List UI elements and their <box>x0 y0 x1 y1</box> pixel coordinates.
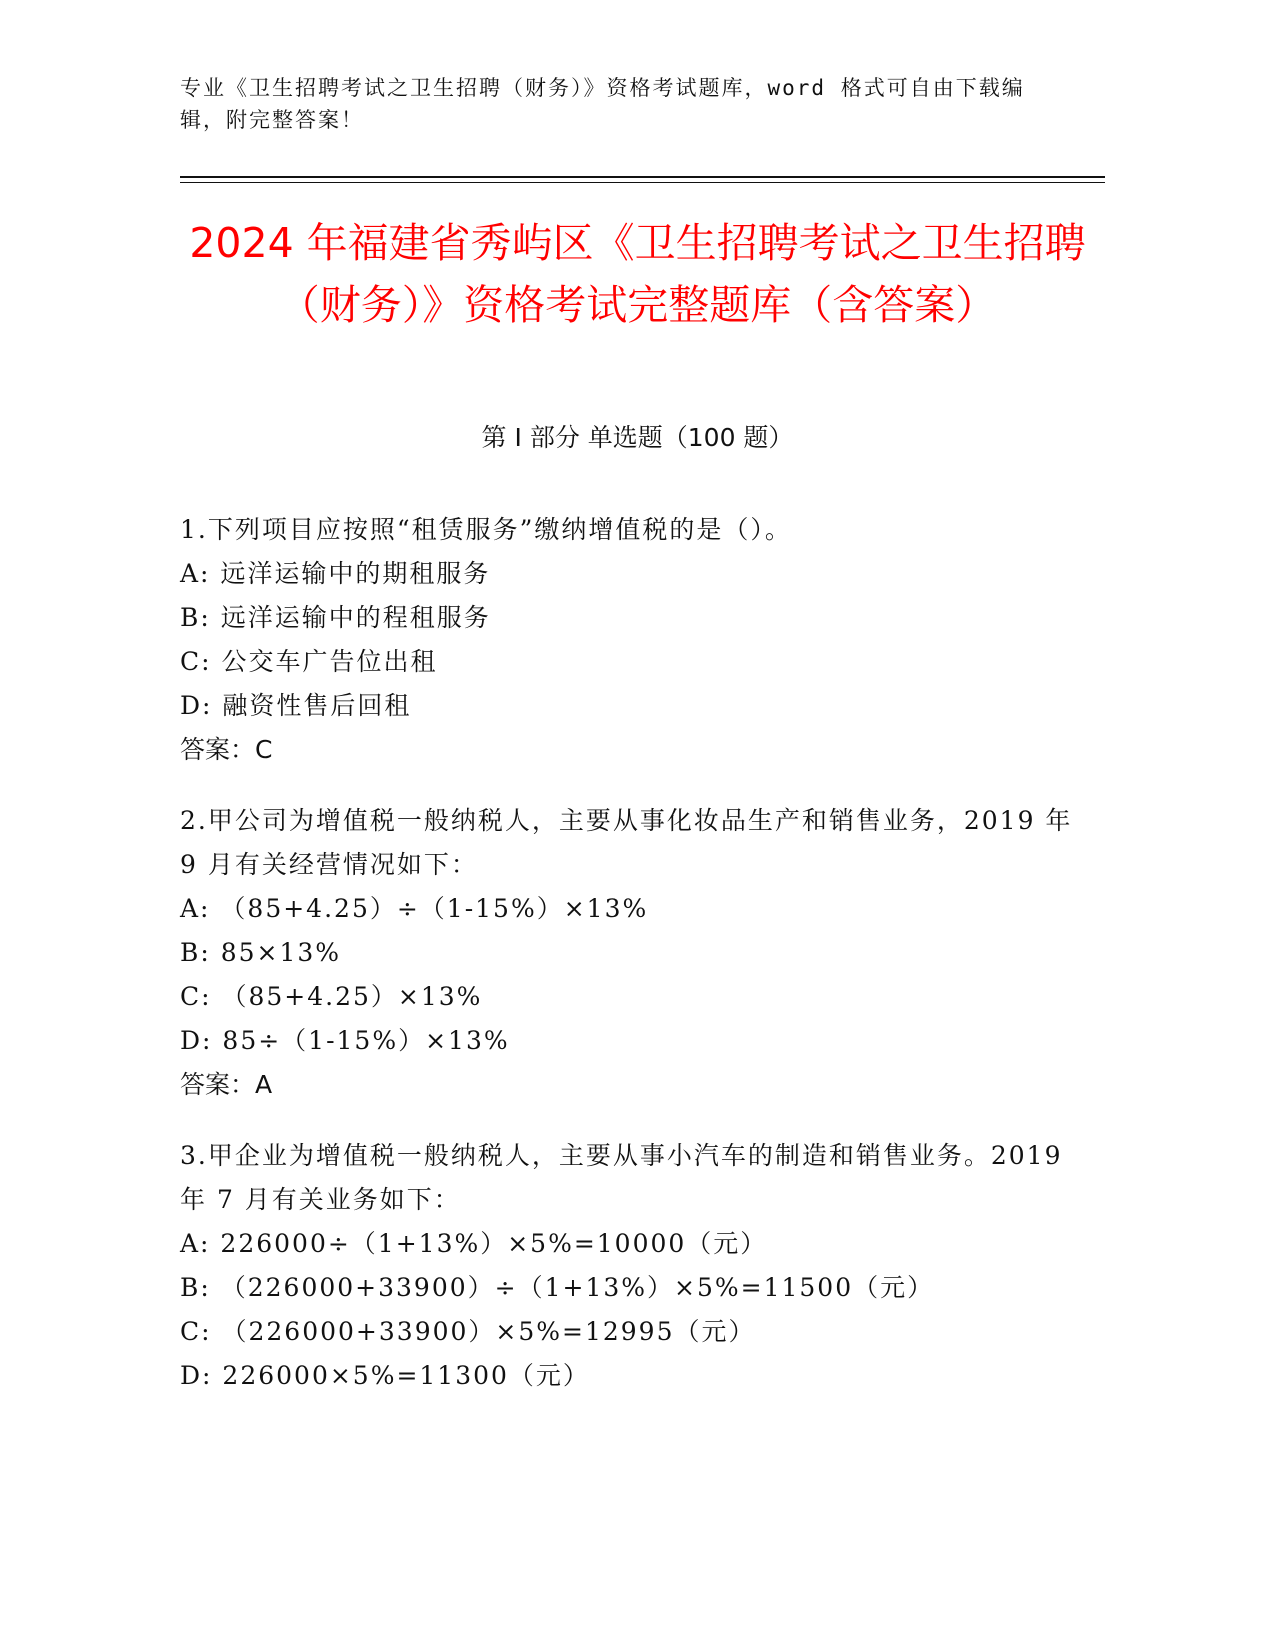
answer-line: 答案：A <box>180 1070 273 1099</box>
question-stem: 1.下列项目应按照“租赁服务”缴纳增值税的是（）。 <box>180 515 792 544</box>
option-c: C: 公交车广告位出租 <box>180 647 438 676</box>
option-d: D: 85÷（1-15%）×13% <box>180 1026 510 1055</box>
document-title: 2024 年福建省秀屿区《卫生招聘考试之卫生招聘（财务）》资格考试完整题库（含答案） <box>189 219 1086 329</box>
question-stem: 3.甲企业为增值税一般纳税人，主要从事小汽车的制造和销售业务。2019 年 7 月有关业务如下： <box>180 1141 1063 1214</box>
option-b: B: 远洋运输中的程租服务 <box>180 603 491 632</box>
option-c: C: （226000+33900）×5%=12995（元） <box>180 1317 756 1346</box>
header-divider-thick <box>180 176 1105 178</box>
option-d: D: 226000×5%=11300（元） <box>180 1361 590 1390</box>
header-divider-thin <box>180 182 1105 183</box>
answer-line: 答案：C <box>180 735 273 764</box>
option-a: A: （85+4.25）÷（1-15%）×13% <box>180 894 649 923</box>
option-a: A: 远洋运输中的期租服务 <box>180 559 491 588</box>
option-a: A: 226000÷（1+13%）×5%=10000（元） <box>180 1229 768 1258</box>
header-note: 专业《卫生招聘考试之卫生招聘（财务）》资格考试题库，word 格式可自由下载编辑，附完整答案！ <box>180 76 1025 132</box>
option-c: C: （85+4.25）×13% <box>180 982 483 1011</box>
section-heading: 第 I 部分 单选题（100 题） <box>481 423 794 452</box>
question-2 <box>180 799 1095 1107</box>
question-3 <box>180 1134 1095 1398</box>
option-d: D: 融资性售后回租 <box>180 691 412 720</box>
option-b: B: 85×13% <box>180 938 342 967</box>
question-1 <box>180 508 1095 772</box>
question-list <box>180 508 1095 1425</box>
option-b: B: （226000+33900）÷（1+13%）×5%=11500（元） <box>180 1273 935 1302</box>
question-stem: 2.甲公司为增值税一般纳税人，主要从事化妆品生产和销售业务，2019 年 9 月有关经营情况如下： <box>180 806 1073 879</box>
